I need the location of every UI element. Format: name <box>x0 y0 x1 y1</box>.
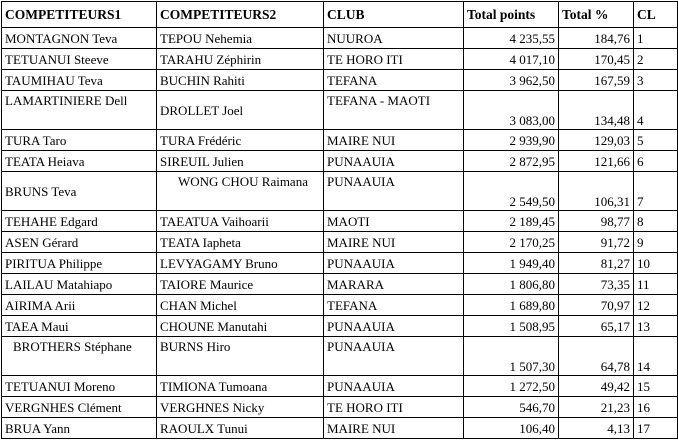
total-points-cell: 2 549,50 <box>464 172 559 211</box>
table-row <box>2 295 678 316</box>
total-points-cell: 1 507,30 <box>464 337 559 376</box>
total-percent-cell: 106,31 <box>559 172 634 211</box>
total-points-cell: 3 962,50 <box>464 70 559 91</box>
total-percent-cell: 4,13 <box>559 418 634 439</box>
table-row <box>2 376 678 397</box>
total-points-cell: 2 872,95 <box>464 151 559 172</box>
table-row <box>2 418 678 439</box>
competitor1-text: LAMARTINIERE Dell <box>5 93 128 108</box>
total-percent-cell: 21,23 <box>559 397 634 418</box>
total-points-cell: 1 508,95 <box>464 316 559 337</box>
club-cell: TEFANA <box>324 70 464 91</box>
total-points-cell: 1 806,80 <box>464 274 559 295</box>
club-cell: TE HORO ITI <box>324 397 464 418</box>
club-cell: NUUROA <box>324 28 464 49</box>
competitor2-cell: BUCHIN Rahiti <box>157 70 324 91</box>
table-row <box>2 337 678 376</box>
competitor1-cell: TETUANUI Moreno <box>2 376 157 397</box>
total-percent-cell: 167,59 <box>559 70 634 91</box>
header-row <box>2 2 678 28</box>
competitor2-cell: DROLLET Joel <box>157 91 324 130</box>
table-row <box>2 130 678 151</box>
competitor2-text: WONG CHOU Raimana <box>178 174 308 189</box>
club-cell: MAIRE NUI <box>324 418 464 439</box>
competitor1-cell: LAILAU Matahiapo <box>2 274 157 295</box>
competitor2-cell: TIMIONA Tumoana <box>157 376 324 397</box>
competitor1-cell: TEATA Heiava <box>2 151 157 172</box>
total-percent-cell: 81,27 <box>559 253 634 274</box>
club-cell <box>324 91 464 130</box>
competitor1-cell: MONTAGNON Teva <box>2 28 157 49</box>
header-competiteurs1: COMPETITEURS1 <box>2 2 157 28</box>
competitor1-cell <box>2 91 157 130</box>
total-percent-cell: 64,78 <box>559 337 634 376</box>
rank-cell: 7 <box>634 172 678 211</box>
table-row <box>2 49 678 70</box>
total-points-cell: 4 017,10 <box>464 49 559 70</box>
table-row <box>2 91 678 130</box>
competitor2-cell: RAOULX Tunui <box>157 418 324 439</box>
competitor2-cell: TEPOU Nehemia <box>157 28 324 49</box>
header-club: CLUB <box>324 2 464 28</box>
competitor1-cell: PIRITUA Philippe <box>2 253 157 274</box>
competitor1-cell <box>2 337 157 376</box>
rank-cell: 17 <box>634 418 678 439</box>
table-row <box>2 211 678 232</box>
competitor2-cell: SIREUIL Julien <box>157 151 324 172</box>
club-cell: MAIRE NUI <box>324 232 464 253</box>
competitor2-cell <box>157 172 324 211</box>
rank-cell: 9 <box>634 232 678 253</box>
club-cell: PUNAAUIA <box>324 172 464 211</box>
header-total-points: Total points <box>464 2 559 28</box>
total-percent-cell: 121,66 <box>559 151 634 172</box>
club-cell: PUNAAUIA <box>324 316 464 337</box>
competitor2-cell: TARAHU Zéphirin <box>157 49 324 70</box>
competitor2-cell: VERGHNES Nicky <box>157 397 324 418</box>
rank-cell: 16 <box>634 397 678 418</box>
rank-cell: 5 <box>634 130 678 151</box>
club-cell: PUNAAUIA <box>324 151 464 172</box>
rank-cell: 3 <box>634 70 678 91</box>
total-percent-cell: 134,48 <box>559 91 634 130</box>
competitor2-cell: TURA Frédéric <box>157 130 324 151</box>
table-row <box>2 397 678 418</box>
club-cell: TE HORO ITI <box>324 49 464 70</box>
table-row <box>2 70 678 91</box>
total-points-cell: 1 272,50 <box>464 376 559 397</box>
competitor1-cell: TETUANUI Steeve <box>2 49 157 70</box>
competitor1-cell: ASEN Gérard <box>2 232 157 253</box>
club-cell: PUNAAUIA <box>324 376 464 397</box>
competitor1-cell: AIRIMA Arii <box>2 295 157 316</box>
header-competiteurs2: COMPETITEURS2 <box>157 2 324 28</box>
club-cell: TEFANA <box>324 295 464 316</box>
competitor2-cell: LEVYAGAMY Bruno <box>157 253 324 274</box>
club-cell: MAOTI <box>324 211 464 232</box>
total-percent-cell: 98,77 <box>559 211 634 232</box>
rank-cell: 15 <box>634 376 678 397</box>
competitor1-cell: TAEA Maui <box>2 316 157 337</box>
total-points-cell: 2 189,45 <box>464 211 559 232</box>
table-row <box>2 172 678 211</box>
table-row <box>2 28 678 49</box>
total-points-cell: 2 170,25 <box>464 232 559 253</box>
club-cell: PUNAAUIA <box>324 253 464 274</box>
total-percent-cell: 170,45 <box>559 49 634 70</box>
total-percent-cell: 184,76 <box>559 28 634 49</box>
total-points-cell: 106,40 <box>464 418 559 439</box>
rank-cell: 14 <box>634 337 678 376</box>
rank-cell: 4 <box>634 91 678 130</box>
table-row <box>2 151 678 172</box>
competitor1-cell: BRUA Yann <box>2 418 157 439</box>
competitor2-cell: TEATA Iapheta <box>157 232 324 253</box>
total-points-cell: 1 689,80 <box>464 295 559 316</box>
table-row <box>2 316 678 337</box>
total-percent-cell: 70,97 <box>559 295 634 316</box>
competitor1-cell: VERGNHES Clément <box>2 397 157 418</box>
rank-cell: 6 <box>634 151 678 172</box>
competitor2-cell: TAEATUA Vaihoarii <box>157 211 324 232</box>
rank-cell: 10 <box>634 253 678 274</box>
club-cell: MAIRE NUI <box>324 130 464 151</box>
header-cl: CL <box>634 2 678 28</box>
club-cell: PUNAAUIA <box>324 337 464 376</box>
header-total-percent: Total % <box>559 2 634 28</box>
total-percent-cell: 129,03 <box>559 130 634 151</box>
total-points-cell: 2 939,90 <box>464 130 559 151</box>
total-percent-cell: 65,17 <box>559 316 634 337</box>
rank-cell: 2 <box>634 49 678 70</box>
competitor1-cell: BRUNS Teva <box>2 172 157 211</box>
competitor2-cell: BURNS Hiro <box>157 337 324 376</box>
competitor2-cell: TAIORE Maurice <box>157 274 324 295</box>
rank-cell: 1 <box>634 28 678 49</box>
club-text: TEFANA - MAOTI <box>327 93 431 108</box>
competitor1-text: BROTHERS Stéphane <box>13 339 132 354</box>
table-row <box>2 253 678 274</box>
table-row <box>2 274 678 295</box>
rank-cell: 11 <box>634 274 678 295</box>
rank-cell: 13 <box>634 316 678 337</box>
club-cell: MARARA <box>324 274 464 295</box>
table-row <box>2 232 678 253</box>
total-percent-cell: 49,42 <box>559 376 634 397</box>
total-percent-cell: 91,72 <box>559 232 634 253</box>
competitor1-cell: TEHAHE Edgard <box>2 211 157 232</box>
total-points-cell: 546,70 <box>464 397 559 418</box>
competitor2-cell: CHOUNE Manutahi <box>157 316 324 337</box>
competitor2-cell: CHAN Michel <box>157 295 324 316</box>
competitor1-cell: TURA Taro <box>2 130 157 151</box>
results-table <box>1 1 678 439</box>
competitor1-cell: TAUMIHAU Teva <box>2 70 157 91</box>
total-points-cell: 3 083,00 <box>464 91 559 130</box>
total-percent-cell: 73,35 <box>559 274 634 295</box>
rank-cell: 12 <box>634 295 678 316</box>
rank-cell: 8 <box>634 211 678 232</box>
total-points-cell: 4 235,55 <box>464 28 559 49</box>
total-points-cell: 1 949,40 <box>464 253 559 274</box>
